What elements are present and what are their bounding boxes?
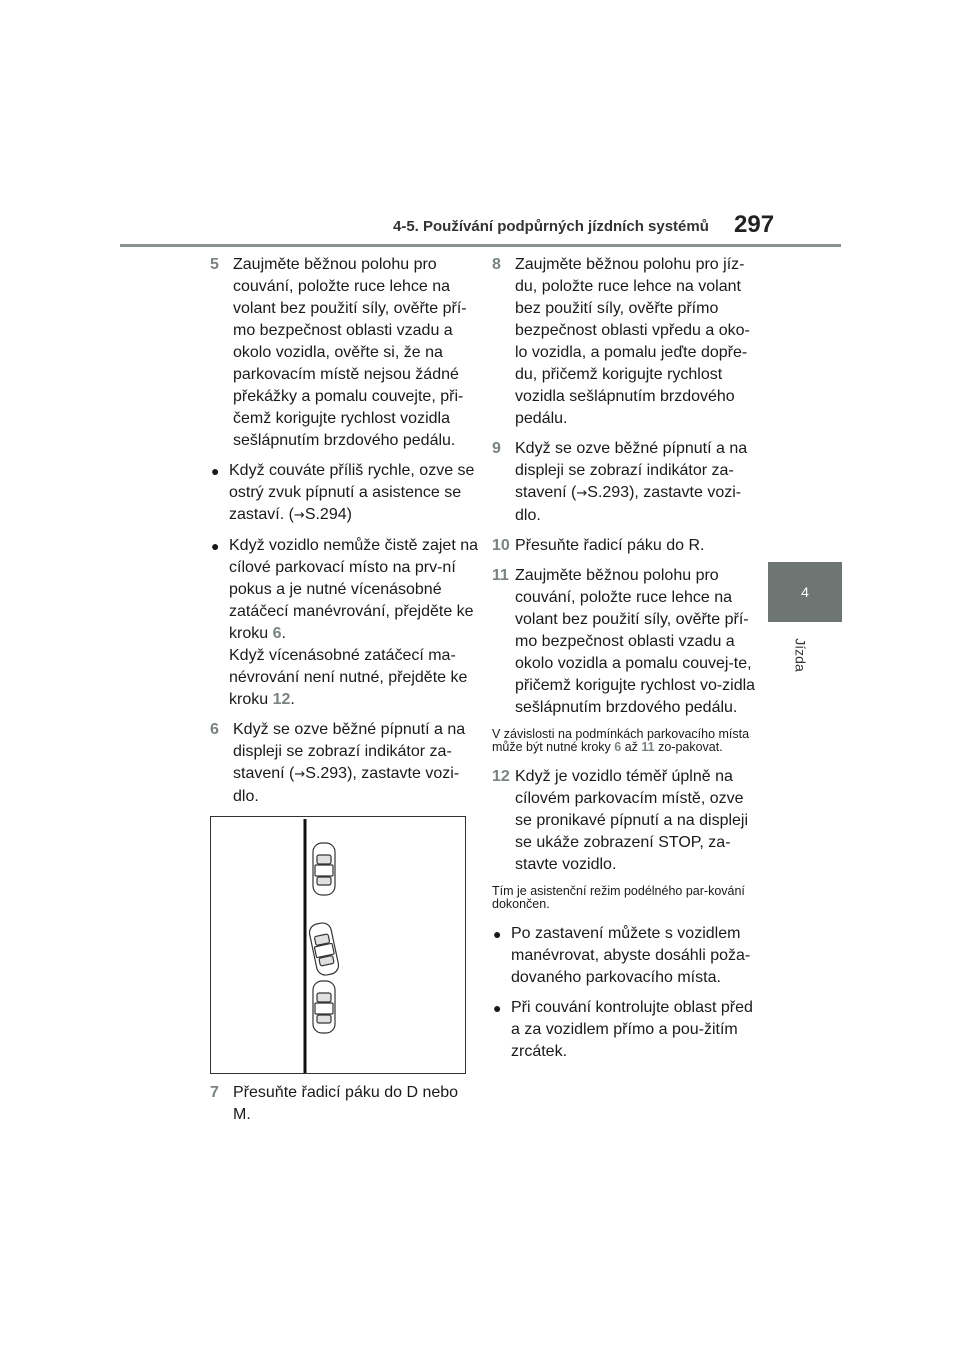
- page-reference[interactable]: S.293), zastavte vozi-dlo.: [515, 484, 742, 524]
- bullet-item: [210, 460, 480, 527]
- arrow-icon: →: [576, 486, 588, 501]
- step-text: Když se ozve běžné pípnutí a na displeji se zobrazí indikátor za-stavení (: [515, 440, 748, 501]
- step-reference[interactable]: 6: [614, 740, 622, 754]
- right-column: [492, 254, 762, 1071]
- header-rule: [120, 244, 841, 247]
- parked-car-rear-icon: [313, 981, 335, 1033]
- bullet-text: Když vozidlo nemůže čistě zajet na cílové parkovací místo na prv-ní pokus a je nutné vícenásobné zatáčecí manévrování, přejděte ke kroku: [229, 537, 479, 642]
- step-number: 7: [210, 1084, 219, 1101]
- chapter-label: [776, 630, 826, 680]
- bullet-text: Když couváte příliš rychle, ozve se ostrý zvuk pípnutí a asistence se zastaví. (: [229, 462, 475, 523]
- page-number: 297: [734, 211, 775, 238]
- step-11: [492, 565, 762, 719]
- step-number: 12: [492, 768, 510, 785]
- step-8: [492, 254, 762, 430]
- arrow-icon: →: [293, 508, 305, 523]
- step-text: Přesuňte řadicí páku do D nebo M.: [233, 1084, 459, 1123]
- step-10: [492, 535, 762, 557]
- chapter-number: 4: [801, 584, 809, 600]
- step-number: 10: [492, 537, 510, 554]
- parking-illustration: [211, 817, 467, 1075]
- note-completion: Tím je asistenční režim podélného par-kování dokončen.: [492, 884, 745, 911]
- step-number: 11: [492, 567, 509, 584]
- page-reference[interactable]: S.293), zastavte vozi-dlo.: [233, 765, 460, 805]
- step-reference[interactable]: 6: [272, 625, 282, 642]
- step-6: [210, 719, 480, 808]
- parked-car-front-icon: [313, 843, 335, 895]
- bullet-text: Po zastavení můžete s vozidlem manévrovat, abyste dosáhli poža-dovaného parkovacího místa.: [511, 925, 751, 986]
- step-reference[interactable]: 12: [272, 691, 291, 708]
- arrow-icon: →: [294, 767, 306, 782]
- step-text: Zaujměte běžnou polohu pro couvání, položte ruce lehce na volant bez použití síly, ověřte pří-mo bezpečnost oblasti vzadu a okolo vozidla a pomalu couvej-te, přičemž korigujte rychlost vo-zidla sešlápnutím brzdového pedálu.: [515, 567, 756, 716]
- bullet-item: [210, 535, 480, 711]
- step-text: Přesuňte řadicí páku do R.: [515, 537, 705, 554]
- bullet-icon: ●: [493, 1000, 502, 1016]
- step-text: Když se ozve běžné pípnutí a na displeji se zobrazí indikátor za-stavení (: [233, 721, 466, 782]
- step-9: [492, 438, 762, 527]
- step-number: 9: [492, 440, 501, 457]
- step-text: Zaujměte běžnou polohu pro couvání, položte ruce lehce na volant bez použití síly, ověřte pří-mo bezpečnost oblasti vzadu a okolo vozidla, ověřte si, že na parkovacím místě nejsou žádné překážky a pomalu couvejte, při-čemž korigujte rychlost vozidla sešlápnutím brzdového pedálu.: [233, 256, 467, 449]
- step-7: [210, 1082, 480, 1126]
- step-reference[interactable]: 11: [641, 740, 655, 754]
- bullet-text: Při couvání kontrolujte oblast před a za vozidlem přímo a pou-žitím zrcátek.: [511, 999, 753, 1060]
- bullet-item: [492, 923, 762, 989]
- bullet-icon: ●: [493, 926, 502, 942]
- period: .: [281, 625, 286, 642]
- bullet-text: Když vícenásobné zatáčecí ma-névrování není nutné, přejděte ke kroku: [229, 647, 468, 708]
- maneuvering-car-icon: [308, 921, 340, 976]
- step-number: 6: [210, 721, 219, 738]
- chapter-tab[interactable]: [768, 562, 842, 622]
- step-text: Zaujměte běžnou polohu pro jíz-du, položte ruce lehce na volant bez použití síly, ověřte přímo bezpečnost oblasti vpředu a oko-lo vozidla, a pomalu jeďte dopře-du, přičemž korigujte rychlost vozidla sešlápnutím brzdového pedálu.: [515, 256, 750, 427]
- chapter-label-text: Jízda: [793, 638, 809, 672]
- step-5: [210, 254, 480, 452]
- note-text: zo-pakovat.: [654, 740, 723, 754]
- period: .: [290, 691, 295, 708]
- note-text: až: [621, 740, 642, 754]
- step-text: Když je vozidlo téměř úplně na cílovém parkovacím místě, ozve se pronikavé pípnutí a na displeji se ukáže zobrazení STOP, za-stavte vozidlo.: [515, 768, 749, 873]
- step-number: 8: [492, 256, 501, 273]
- bullet-icon: ●: [211, 538, 220, 554]
- section-title: 4-5. Používání podpůrných jízdních systémů: [393, 218, 709, 235]
- bullet-icon: ●: [211, 463, 220, 479]
- note-text: V závislosti na podmínkách parkovacího místa může být nutné kroky: [492, 727, 750, 754]
- step-12: [492, 766, 762, 876]
- bullet-item: [492, 997, 762, 1063]
- parking-diagram: [210, 816, 466, 1074]
- step-number: 5: [210, 256, 219, 273]
- left-column: [210, 254, 480, 1134]
- page-reference[interactable]: S.294): [304, 506, 352, 523]
- note-repeat-steps: [492, 728, 762, 754]
